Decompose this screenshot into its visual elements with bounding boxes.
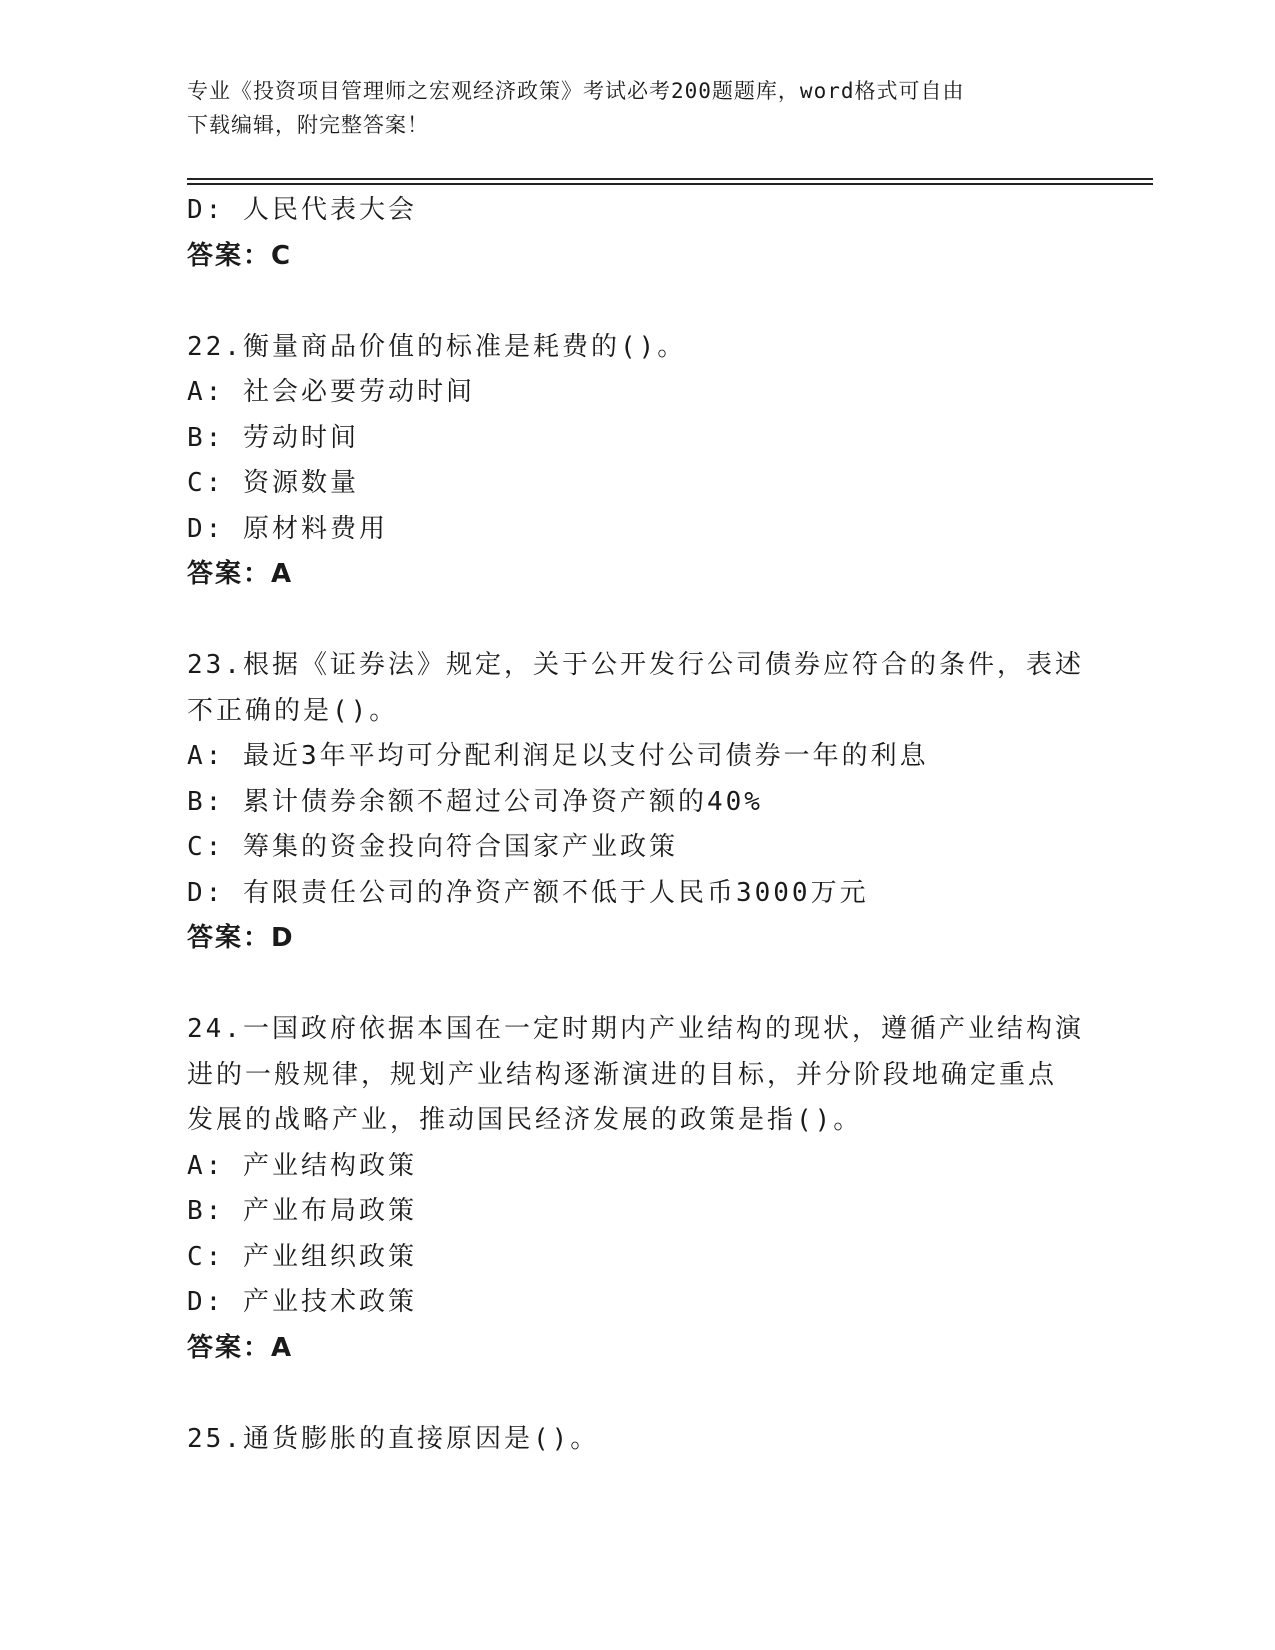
question-25-stem: 25.通货膨胀的直接原因是()。 <box>187 1423 600 1454</box>
question-23-option-d: D: 有限责任公司的净资产额不低于人民币3000万元 <box>187 877 869 908</box>
question-24-stem-line-1: 24.一国政府依据本国在一定时期内产业结构的现状，遵循产业结构演 <box>187 1014 1084 1044</box>
question-22-option-a: A: 社会必要劳动时间 <box>187 377 475 407</box>
question-23-stem-line-1: 23.根据《证券法》规定，关于公开发行公司债券应符合的条件，表述 <box>187 650 1084 680</box>
header-divider-top <box>187 178 1153 180</box>
header-line-1: 专业《投资项目管理师之宏观经济政策》考试必考200题题库，word格式可自由 <box>187 79 965 103</box>
question-25 <box>187 1417 1087 1463</box>
spacer <box>187 962 1087 1008</box>
question-24-stem-line-2: 进的一般规律，规划产业结构逐渐演进的目标，并分阶段地确定重点 <box>187 1059 1058 1090</box>
question-24-option-a: A: 产业结构政策 <box>187 1150 417 1181</box>
question-24 <box>187 1007 1087 1371</box>
question-22-option-b: B: 劳动时间 <box>187 422 359 453</box>
prev-answer: 答案：C <box>187 240 293 271</box>
question-23-option-a: A: 最近3年平均可分配利润足以支付公司债券一年的利息 <box>187 741 929 771</box>
document-header <box>187 74 1087 142</box>
question-22-option-c: C: 资源数量 <box>187 468 359 498</box>
document-body <box>187 188 1087 1462</box>
question-22-stem: 22.衡量商品价值的标准是耗费的()。 <box>187 331 687 362</box>
question-24-option-c: C: 产业组织政策 <box>187 1241 417 1272</box>
question-24-answer: 答案：A <box>187 1332 294 1363</box>
spacer <box>187 1371 1087 1417</box>
question-24-stem-line-3: 发展的战略产业，推动国民经济发展的政策是指()。 <box>187 1105 863 1135</box>
question-23-answer: 答案：D <box>187 923 295 953</box>
question-22 <box>187 325 1087 598</box>
question-23-stem-line-2: 不正确的是()。 <box>187 695 399 726</box>
question-22-answer: 答案：A <box>187 559 294 589</box>
question-23-option-b: B: 累计债券余额不超过公司净资产额的40% <box>187 786 763 817</box>
question-22-option-d: D: 原材料费用 <box>187 513 388 544</box>
question-24-option-d: D: 产业技术政策 <box>187 1287 417 1317</box>
spacer <box>187 279 1087 325</box>
prev-option-d: D: 人民代表大会 <box>187 195 417 225</box>
question-23 <box>187 643 1087 962</box>
question-24-option-b: B: 产业布局政策 <box>187 1196 417 1226</box>
header-divider-bottom <box>187 183 1153 185</box>
question-23-option-c: C: 筹集的资金投向符合国家产业政策 <box>187 832 678 862</box>
spacer <box>187 598 1087 644</box>
header-line-2: 下载编辑，附完整答案！ <box>187 113 429 137</box>
